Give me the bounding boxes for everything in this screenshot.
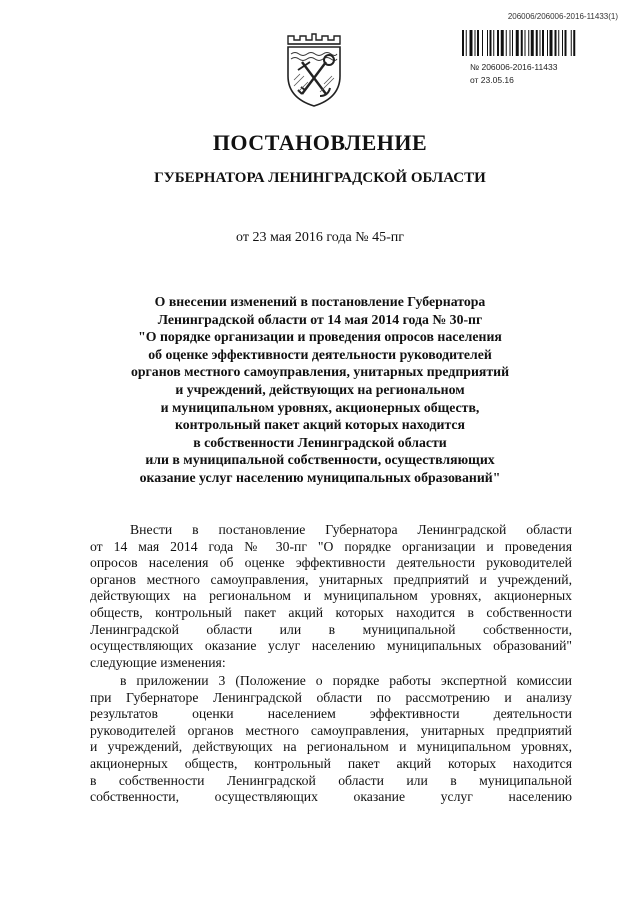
body-line: акционерных обществ, контрольный пакет акций которых находится (90, 755, 572, 771)
subject-line: контрольный пакет акций которых находится (174, 417, 465, 433)
body-line: результатов оценки населением эффективности деятельности (90, 706, 572, 722)
body-line: действующих на региональном и муниципальном уровнях, акционерных (90, 588, 572, 604)
body-line: обществ, контрольный пакет акций которых находится в собственности (90, 604, 572, 620)
subject-line: об оценке эффективности деятельности руководителей (148, 346, 492, 362)
decree-date-number: от 23 мая 2016 года № 45-пг (236, 230, 404, 245)
subject-line: органов местного самоуправления, унитарных предприятий (130, 364, 510, 380)
subject-line: О внесении изменений в постановление Губернатора (154, 294, 486, 309)
body-line: осуществляющих оказание услуг населению муниципальных образований" (90, 638, 572, 654)
coat-of-arms-icon (280, 30, 348, 108)
document-title: ПОСТАНОВЛЕНИЕ (212, 130, 428, 155)
decree-subject (90, 293, 550, 487)
document-issuer: ГУБЕРНАТОРА ЛЕНИНГРАДСКОЙ ОБЛАСТИ (154, 170, 486, 186)
body-line: опросов населения об оценке эффективности деятельности руководителей (90, 555, 572, 571)
body-line: следующие изменения: (90, 654, 226, 670)
body-line: Ленинградской области или в муниципальной собственности, (90, 621, 572, 637)
subject-line: или в муниципальной собственности, осуществляющих (145, 452, 495, 468)
body-line: собственности, осуществляющих оказание услуг населению (90, 789, 572, 805)
body-paragraph-2 (90, 673, 572, 806)
subject-line: в собственности Ленинградской области (193, 434, 447, 450)
subject-line: Ленинградской области от 14 мая 2014 года № 30-пг (157, 311, 483, 327)
body-line: руководителей органов местного самоуправления, унитарных предприятий (90, 722, 572, 738)
body-line: органов местного самоуправления, унитарных предприятий и учреждений, (90, 571, 572, 587)
body-line: и учреждений, действующих на региональном и муниципальном уровнях, (90, 739, 572, 755)
body-line: в приложении 3 (Положение о порядке работы экспертной комиссии (120, 673, 572, 688)
body-paragraph-1 (90, 522, 572, 671)
body-line: в собственности Ленинградской области или в муниципальной (90, 772, 572, 788)
registration-date: от 23.05.16 (470, 75, 514, 85)
subject-line: и муниципальном уровнях, акционерных обществ, (160, 399, 480, 415)
subject-line: оказание услуг населению муниципальных образований" (139, 469, 501, 485)
registration-number: № 206006-2016-11433 (470, 62, 558, 72)
subject-line: и учреждений, действующих на региональном (175, 381, 465, 397)
body-line: при Губернаторе Ленинградской области по рассмотрению и анализу (90, 689, 572, 705)
subject-line: "О порядке организации и проведения опросов населения (138, 329, 502, 345)
barcode-icon (462, 30, 614, 56)
body-line: Внести в постановление Губернатора Ленинградской области (130, 522, 572, 537)
body-line: от 14 мая 2014 года № 30-пг "О порядке организации и проведения (90, 538, 572, 554)
document-code: 206006/206006-2016-11433(1) (507, 12, 618, 21)
